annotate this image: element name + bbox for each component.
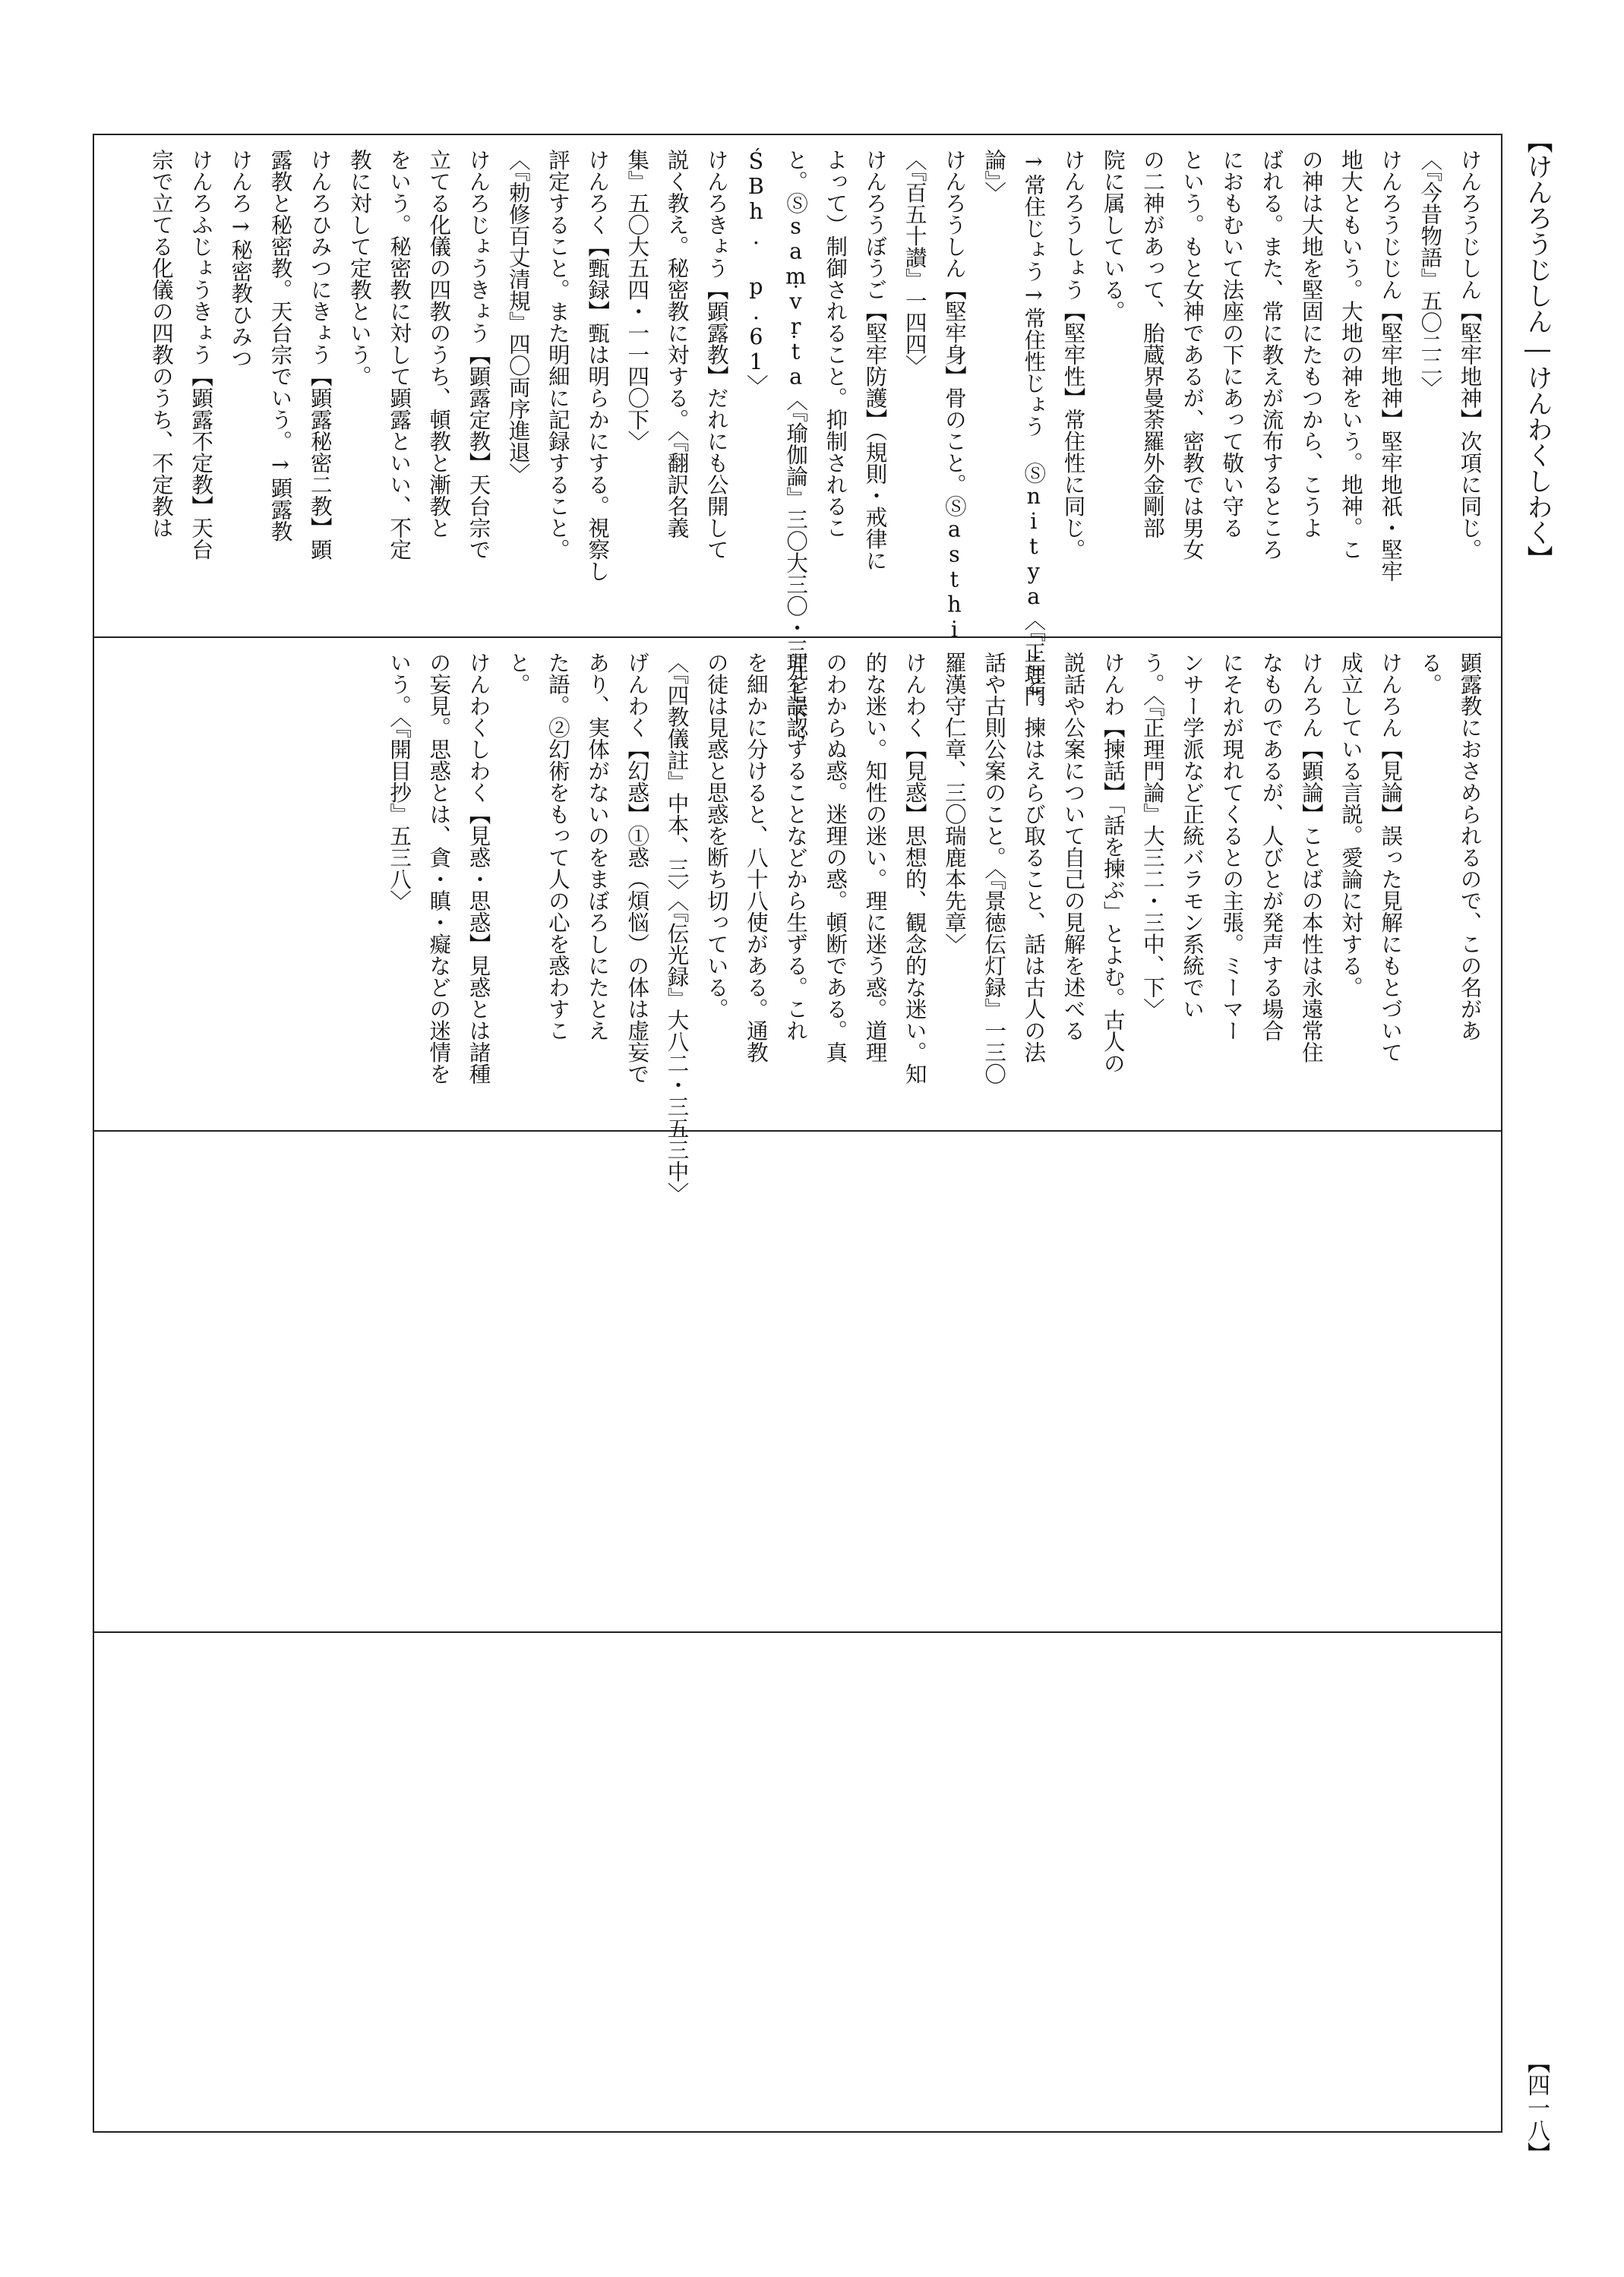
text-column: 羅漢守仁章、三〇瑞鹿本先章〉 (941, 652, 967, 955)
text-column: ンサー学派など正統バラモン系統でい (1180, 652, 1205, 1020)
page-number: 【四一八】 (1523, 2051, 1550, 2165)
text-column: けんろん【見論】誤った見解にもとづいて (1378, 652, 1404, 1063)
tier-divider (93, 1130, 1502, 1132)
text-column: る。 (1417, 652, 1443, 695)
text-column: の神は大地を堅固にたもつから、こうよ (1298, 149, 1324, 538)
text-column: よって）制御されること。抑制されるこ (823, 149, 848, 538)
text-column: けんろん【顕論】ことばの本性は永遠常住 (1298, 652, 1324, 1063)
text-column: 〈『今昔物語』五〇二二〉 (1417, 149, 1443, 398)
text-column: 〈『勅修百丈清規』四〇両序進退〉 (505, 149, 531, 485)
text-column: 露教と秘密教。天台宗でいう。→顕露教 (267, 149, 293, 542)
text-column: におもむいて法座の下にあって敬い守る (1219, 149, 1245, 538)
text-column: の二神があって、胎蔵界曼荼羅外金剛部 (1139, 149, 1165, 538)
text-column: 顕露教におさめられるので、この名があ (1457, 652, 1483, 1041)
text-column: けんろひみつにきょう【顕露秘密二教】顕 (307, 149, 333, 561)
text-column: にそれが現れてくるとの主張。ミーマー (1219, 652, 1245, 1041)
text-column: けんろじょうきょう【顕露定教】天台宗で (466, 149, 491, 561)
text-column: 立てる化儀の四教のうち、頓教と漸教と (426, 149, 452, 538)
text-column: を細かに分けると、八十八使がある。通教 (743, 652, 769, 1063)
text-column: あり、実体がないのをまぼろしにたとえ (585, 652, 611, 1041)
text-column: の徒は見惑と思惑を断ち切っている。 (703, 652, 729, 1020)
text-column: いう。〈『開目抄』五三八〉 (387, 652, 412, 911)
text-column: こと。揀はえらび取ること、話は古人の法 (1021, 652, 1047, 1063)
tier-divider (93, 1631, 1502, 1633)
text-column: →常住じょう→常住性じょう Ⓢnitya〈『正理門 (1021, 149, 1047, 707)
text-column: ŚBh. p.61〉 (743, 149, 769, 396)
text-column: をいう。秘密教に対して顕露といい、不定 (387, 149, 412, 561)
text-column: 説く教え。秘密教に対する。〈『翻訳名義 (664, 149, 690, 538)
text-column: けんろうじしん【堅牢地神】次項に同じ。 (1457, 149, 1483, 561)
text-column: 地大ともいう。大地の神をいう。地神。こ (1338, 149, 1363, 561)
text-column: 〈『百五十讃』一四四〉 (902, 149, 927, 377)
text-column: けんろふじょうきょう【顕露不定教】天台 (188, 149, 214, 561)
text-column: げんわく【幻惑】①惑（煩悩）の体は虚妄で (624, 652, 650, 1085)
text-column: 論』〉 (981, 149, 1007, 204)
text-column: けんろうぼうご【堅牢防護】（規則・戒律に (862, 149, 888, 571)
text-column: けんろうしょう【堅牢性】常住性に同じ。 (1060, 149, 1086, 561)
text-column: けんろうじじん【堅牢地神】堅牢地祇・堅牢 (1378, 149, 1404, 582)
text-column: 〈『四教儀註』中本、三〉〈『伝光録』大八二・三五三中〉 (664, 652, 690, 1204)
text-column: という。もと女神であるが、密教では男女 (1180, 149, 1205, 561)
text-column: けんろく【甄録】甄は明らかにする。視察し (585, 149, 611, 582)
text-column: と。 (505, 652, 531, 695)
text-column: けんわ【揀話】「話を揀ぶ」とよむ。古人の (1100, 652, 1126, 1074)
text-column: 評定すること。また明細に記録すること。 (545, 149, 570, 561)
text-column: 集』五〇大五四・一一四〇下〉 (624, 149, 650, 452)
text-column: けんわくしわく【見惑・思惑】見惑とは諸種 (466, 652, 491, 1085)
text-column: 教に対して定教という。 (346, 149, 372, 387)
text-column: た語。②幻術をもって人の心を惑わすこ (545, 652, 570, 1041)
text-column: う。〈『正理門論』大三二・三中、下〉 (1139, 652, 1165, 1020)
text-column: 的な迷い。知性の迷い。理に迷う惑。道理 (862, 652, 888, 1063)
text-column: 院に属している。 (1100, 149, 1126, 322)
text-column: 説話や公案について自己の見解を述べる (1060, 652, 1086, 1041)
running-header: 【けんろうじしん―けんわくしわく】 (1522, 128, 1553, 571)
text-column: けんろうしん【堅牢身】骨のこと。Ⓢasthi (941, 149, 967, 643)
text-column: けんわく【見惑】思想的、観念的な迷い。知 (902, 652, 927, 1085)
text-column: と。Ⓢsaṃvṛta〈『瑜伽論』三〇大三〇・三九七下； (783, 149, 809, 747)
text-column: 理を誤認することなどから生ずる。これ (783, 652, 809, 1041)
text-column: ばれる。また、常に教えが流布するところ (1259, 149, 1284, 561)
text-column: 成立している言説。愛論に対する。 (1338, 652, 1363, 998)
text-column: けんろ→秘密教ひみつ (228, 149, 254, 369)
text-column: の妄見。思惑とは、貪・瞋・癡などの迷情を (426, 652, 452, 1085)
text-column: 宗で立てる化儀の四教のうち、不定教は (148, 149, 174, 538)
text-column: 話や古則公案のこと。〈『景徳伝灯録』一三〇 (981, 652, 1007, 1085)
text-column: のわからぬ惑。迷理の惑。頓断である。真 (823, 652, 848, 1063)
text-column: なものであるが、人びとが発声する場合 (1259, 652, 1284, 1041)
text-column: けんろきょう【顕露教】だれにも公開して (703, 149, 729, 561)
